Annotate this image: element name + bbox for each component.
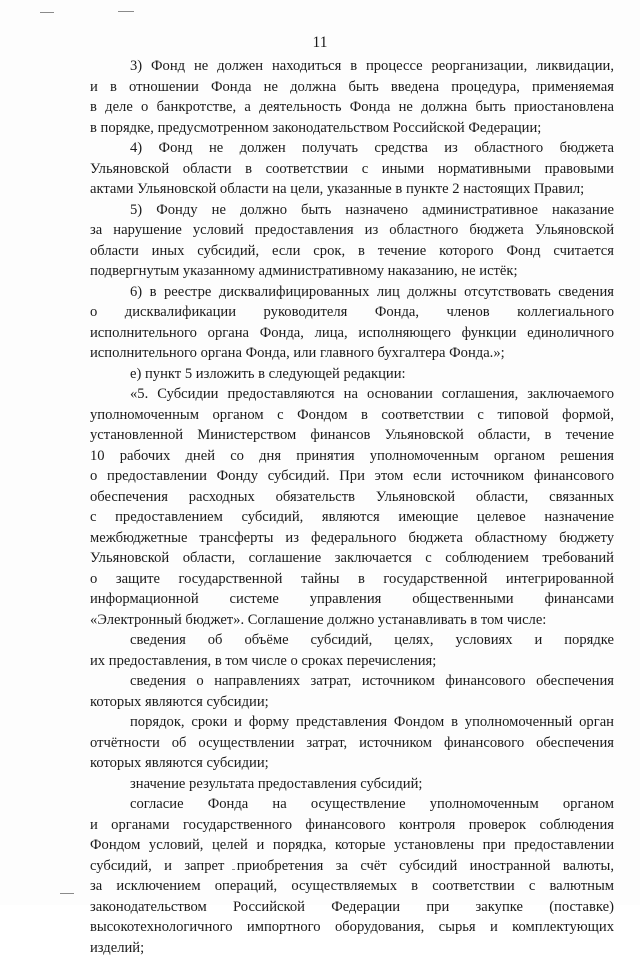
text-line: «Электронный бюджет». Соглашение должно устанавливать в том числе: [90, 610, 614, 631]
text-line: 5) Фонду не должно быть назначено административное наказание [90, 200, 614, 221]
text-line: 10 рабочих дней со дня принятия уполномоченным органом решения [90, 446, 614, 467]
text-line: порядок, сроки и форму представления Фондом в уполномоченный орган [90, 712, 614, 733]
text-line: в деле о банкротстве, а деятельность Фонда не должна быть приостановлена [90, 97, 614, 118]
text-line: обеспечения расходных обязательств Ульяновской области, связанных [90, 487, 614, 508]
text-line: «5. Субсидии предоставляются на основании соглашения, заключаемого [90, 384, 614, 405]
text-line: и в отношении Фонда не должна быть введена процедура, применяемая [90, 77, 614, 98]
scan-speck [118, 11, 134, 12]
text-line: 3) Фонд не должен находиться в процессе реорганизации, ликвидации, [90, 56, 614, 77]
text-line: которых являются субсидии; [90, 692, 614, 713]
text-line: за исключением операций, осуществляемых в соответствии с валютным [90, 876, 614, 897]
scan-speck [40, 12, 54, 13]
text-line: межбюджетные трансферты из федерального бюджета областному бюджету [90, 528, 614, 549]
text-line: изделий; [90, 938, 614, 958]
text-line: сведения об объёме субсидий, целях, условиях и порядке [90, 630, 614, 651]
text-line: Фондом условий, целей и порядка, которые установлены при предоставлении [90, 835, 614, 856]
text-line: высокотехнологичного импортного оборудования, сырья и комплектующих [90, 917, 614, 938]
text-line: уполномоченным органом с Фондом в соответствии с типовой формой, [90, 405, 614, 426]
document-body [90, 56, 614, 958]
text-line: согласие Фонда на осуществление уполномоченным органом [90, 794, 614, 815]
text-line: их предоставления, в том числе о сроках перечисления; [90, 651, 614, 672]
text-line: значение результата предоставления субсидий; [90, 774, 614, 795]
text-line: информационной системе управления общественными финансами [90, 589, 614, 610]
text-line: о дисквалификации руководителя Фонда, членов коллегиального [90, 302, 614, 323]
text-line: исполнительного органа Фонда, или главного бухгалтера Фонда.»; [90, 343, 614, 364]
text-line: с предоставлением субсидий, являются имеющие целевое назначение [90, 507, 614, 528]
text-line: 6) в реестре дисквалифицированных лиц должны отсутствовать сведения [90, 282, 614, 303]
text-line: отчётности об осуществлении затрат, источником финансового обеспечения [90, 733, 614, 754]
text-line: Ульяновской области, соглашение заключается с соблюдением требований [90, 548, 614, 569]
text-line: подвергнутым указанному административному наказанию, не истёк; [90, 261, 614, 282]
text-line: о предоставлении Фонду субсидий. При этом если источником финансового [90, 466, 614, 487]
text-line: в порядке, предусмотренном законодательством Российской Федерации; [90, 118, 614, 139]
text-line: о защите государственной тайны в государственной интегрированной [90, 569, 614, 590]
text-line: за нарушение условий предоставления из областного бюджета Ульяновской [90, 220, 614, 241]
text-line: актами Ульяновской области на цели, указанные в пункте 2 настоящих Правил; [90, 179, 614, 200]
text-line: законодательством Российской Федерации при закупке (поставке) [90, 897, 614, 918]
scan-speck [60, 893, 74, 894]
text-line: исполнительного органа Фонда, лица, исполняющего функции единоличного [90, 323, 614, 344]
text-line: области иных субсидий, если срок, в течение которого Фонд считается [90, 241, 614, 262]
text-line: е) пункт 5 изложить в следующей редакции: [90, 364, 614, 385]
page-number: 11 [0, 34, 640, 52]
text-line: Ульяновской области в соответствии с иными нормативными правовыми [90, 159, 614, 180]
text-line: установленной Министерством финансов Ульяновской области, в течение [90, 425, 614, 446]
text-line: сведения о направлениях затрат, источником финансового обеспечения [90, 671, 614, 692]
text-line: 4) Фонд не должен получать средства из областного бюджета [90, 138, 614, 159]
text-line: субсидий, и запрет приобретения за счёт субсидий иностранной валюты, [90, 856, 614, 877]
text-line: и органами государственного финансового контроля проверок соблюдения [90, 815, 614, 836]
text-line: которых являются субсидии; [90, 753, 614, 774]
